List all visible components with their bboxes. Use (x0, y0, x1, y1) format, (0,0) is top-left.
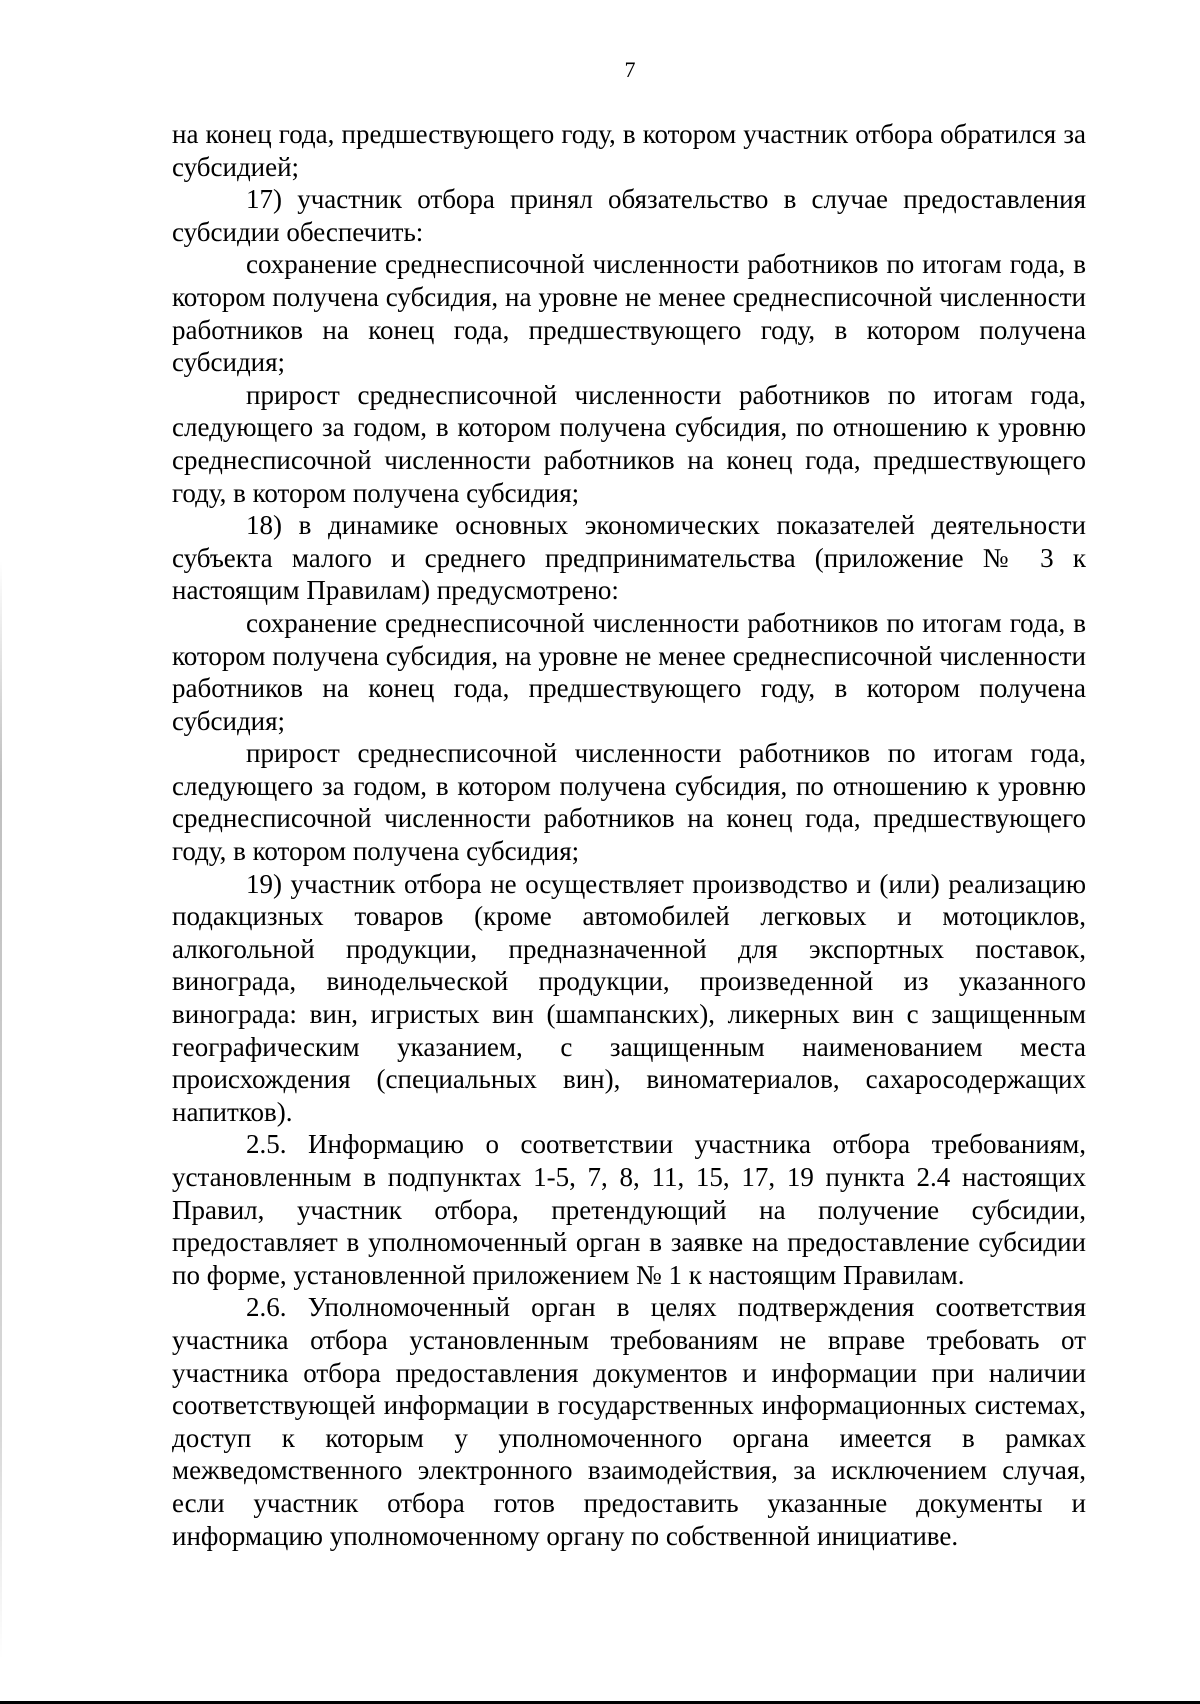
paragraph-item-18: 18) в динамике основных экономических показателей деятельности субъекта малого и среднего предпринимательства (приложение № 3 к настоящим Правилам) предусмотрено: (172, 510, 1086, 606)
paragraph-section-2-5: 2.5. Информацию о соответствии участника отбора требованиям, установленным в подпунктах 1-5, 7, 8, 11, 15, 17, 19 пункта 2.4 настоящих Правил, участник отбора, претендующий на получение субсидии, предоставляет в уполномоченный орган в заявке на предоставление субсидии по форме, установленной приложением № 1 к настоящим Правилам. (172, 1129, 1086, 1290)
paragraph-item-18-retention: сохранение среднесписочной численности работников по итогам года, в котором получена субсидия, на уровне не менее среднесписочной численности работников на конец года, предшествующего году, в котором получена субсидия; (172, 607, 1086, 736)
page-number: 7 (624, 57, 636, 82)
paragraph-section-2-6: 2.6. Уполномоченный орган в целях подтверждения соответствия участника отбора установленным требованиям не вправе требовать от участника отбора предоставления документов и информации при наличии соответствующей информации в государственных информационных системах, доступ к которым у уполномоченного органа имеется в рамках межведомственного электронного взаимодействия, за исключением случая, если участник отбора готов предоставить указанные документы и информацию уполномоченному органу по собственной инициативе. (172, 1292, 1086, 1551)
scan-edge-shadow (0, 560, 2, 1660)
paragraph-item-17: 17) участник отбора принял обязательство в случае предоставления субсидии обеспечить: (172, 184, 1086, 247)
paragraph-item-17-retention: сохранение среднесписочной численности работников по итогам года, в котором получена субсидия, на уровне не менее среднесписочной численности работников на конец года, предшествующего году, в котором получена субсидия; (172, 249, 1086, 378)
paragraph-item-17-growth: прирост среднесписочной численности работников по итогам года, следующего за годом, в котором получена субсидия, по отношению к уровню среднесписочной численности работников на конец года, предшествующего году, в котором получена субсидия; (172, 379, 1086, 508)
paragraph-continuation: на конец года, предшествующего году, в котором участник отбора обратился за субсидией; (172, 119, 1086, 182)
paragraph-item-19: 19) участник отбора не осуществляет производство и (или) реализацию подакцизных товаров (кроме автомобилей легковых и мотоциклов, алкогольной продукции, предназначенной для экспортных поставок, винограда, винодельческой продукции, произведенной из указанного винограда: вин, игристых вин (шампанских), ликерных вин с защищенным географическим указанием, с защищенным наименованием места происхождения (специальных вин), виноматериалов, сахаросодержащих напитков). (172, 868, 1086, 1127)
paragraph-item-18-growth: прирост среднесписочной численности работников по итогам года, следующего за годом, в котором получена субсидия, по отношению к уровню среднесписочной численности работников на конец года, предшествующего году, в котором получена субсидия; (172, 738, 1086, 867)
document-body (172, 118, 1086, 1552)
